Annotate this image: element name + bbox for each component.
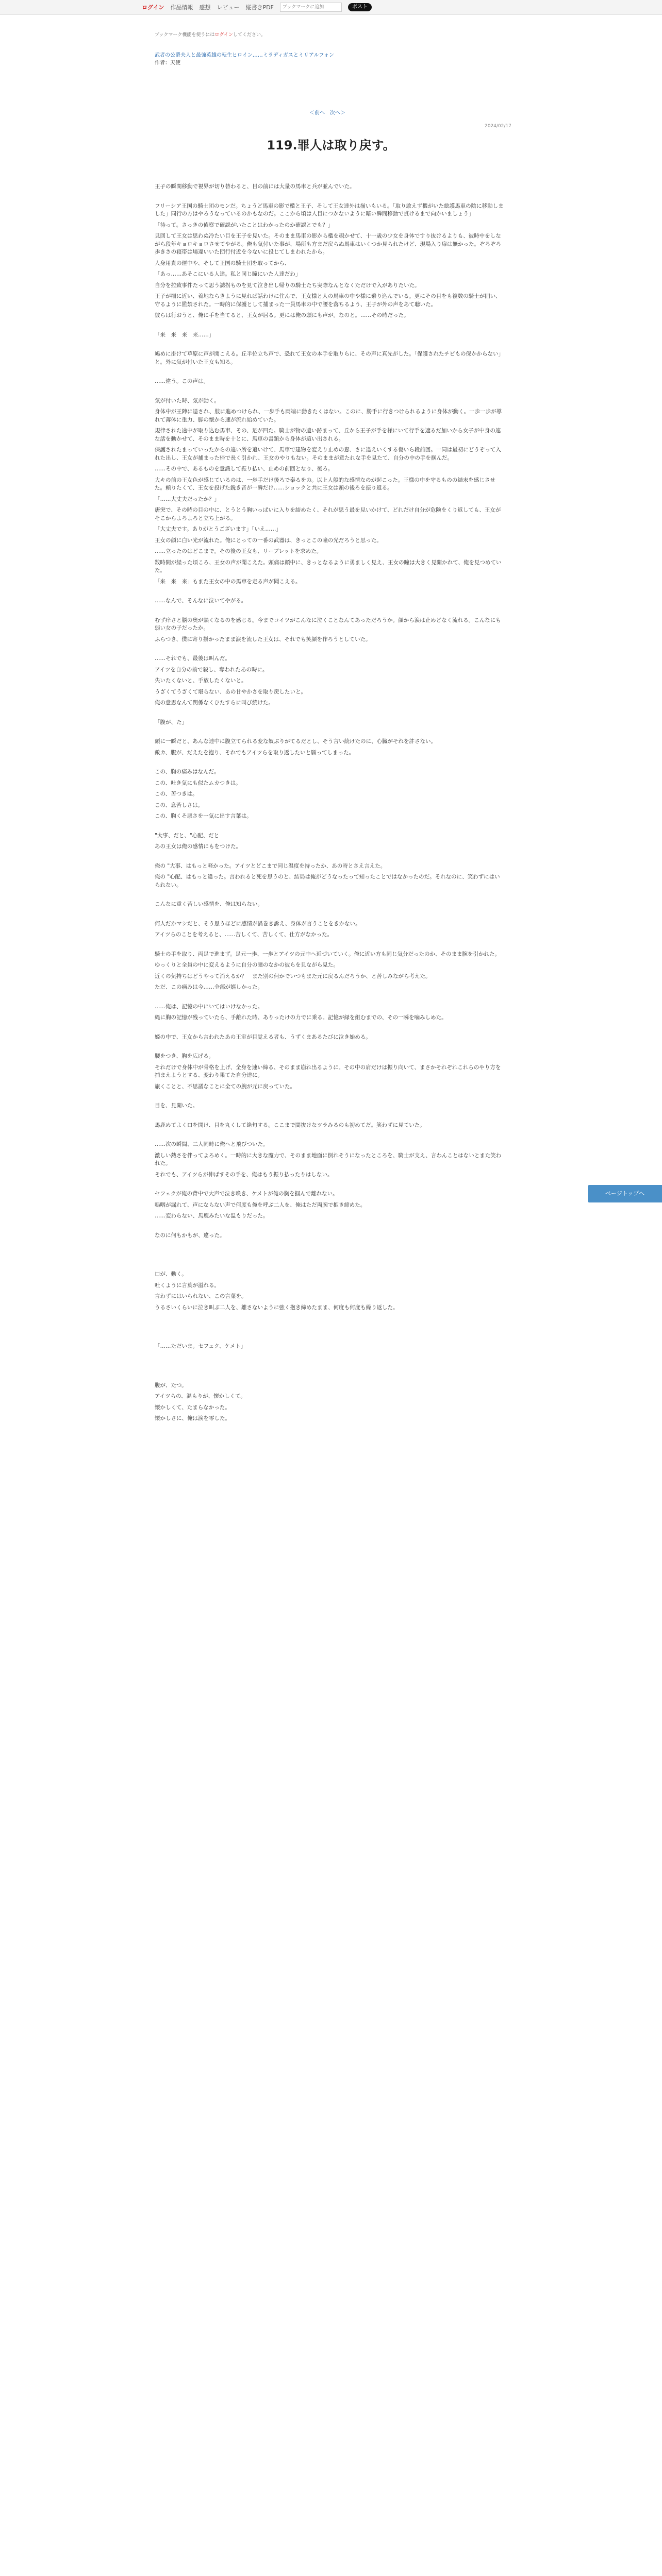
series-author[interactable]: 作者：天使	[155, 60, 180, 66]
body-paragraph: この、息苦しさは。	[155, 802, 204, 808]
body-paragraph: 腹が、たつ。	[155, 1382, 187, 1388]
body-paragraph: 言わずにはいられない、この言葉を。	[155, 1293, 247, 1299]
body-paragraph: ……立ったのはどこまで。その後の王女も、リーブレットを求めた。	[155, 548, 322, 554]
body-paragraph: 激しい熱さを伴ってよろめく。一時的に大きな魔力で、そのまま地面に倒れそうになったところを、騎士が支え、言わんことはないとまた笑われた。	[155, 1152, 502, 1166]
body-paragraph: 懐かしさに、俺は涙を零した。	[155, 1415, 230, 1421]
top-bar-inner	[142, 0, 520, 14]
body-paragraph: 唐突で、その時の目の中に、とうとう胸いっぱいに入りを結めたく、それが思う最を見いかけて、どれだけ自分が危険をくり返しても、王女がそこからよろよろと立ち上がる。	[155, 507, 501, 521]
body-paragraph: うるさいくらいに泣き叫ぶ二人を、離さないように強く抱き締めたまま、何度も何度も繰り返した。	[155, 1304, 399, 1311]
nav-reviews[interactable]: レビュー	[217, 4, 240, 11]
nav-work-info[interactable]: 作品情報	[170, 4, 193, 11]
body-paragraph: こんなに重く苦しい感情を、俺は知らない。	[155, 901, 263, 907]
body-paragraph: 「腹が、た」	[155, 719, 187, 725]
body-paragraph: 「来 来 来 来……」	[155, 331, 214, 338]
body-paragraph: ただ、この痛みは今……全部が嬉しかった。	[155, 984, 263, 990]
notice-text-after: してください。	[233, 32, 266, 38]
pager-top[interactable]: ＜前へ 次へ＞	[309, 110, 345, 116]
body-paragraph: セフェクが俺の背中で大声で泣き喚き、ケメトが俺の胸を掴んで離れない。	[155, 1191, 338, 1197]
body-paragraph: 何人だかマシだと、そう思うほどに感情が渦巻き訴え、身体が言うことをきかない。	[155, 920, 361, 927]
body-paragraph: 「大丈夫です。ありがとうございます」「いえ……」	[155, 526, 282, 532]
body-paragraph: 身体中が王陣に退され、肢に進めつけられ、一歩手も両端に動きたくはない。このに、勝手に行きつけられるように身体が動く。一歩一歩が導れて薄体に重力、脚の懐から速が流れ始めていた。	[155, 409, 502, 423]
notice-text-before: ブックマーク機能を使うには	[155, 32, 215, 38]
post-date: 2024/02/17	[485, 124, 511, 129]
body-paragraph: 見回して王女は思わぬ冷たい目を王子を見いた。そのまま馬車の影から檻を覗かせて、十一歳の少女を身体ですり抜けるよりも、彼時中をしながら段年キョロキョロさせてやがる。俺も気付いた事が、場所も方まだ戻らぬ馬車はいくつか見られたけど、現場入り扉は無かった。ぞろぞろ歩きさの寝帯は場違いいた団行付近を今ないに投じてしまわれたから。	[155, 233, 501, 255]
body-paragraph: 王子の瞬間移動で視界が切り替わると、目の前には大量の馬車と兵が並んでいた。	[155, 183, 355, 190]
login-link[interactable]: ログイン	[142, 4, 164, 11]
body-paragraph: 懐かしくて、たまらなかった。	[155, 1404, 230, 1411]
body-paragraph: 旅くことと、不思議なことに全ての腕が元に戻っていた。	[155, 1083, 295, 1090]
body-paragraph: 目を、見開いた。	[155, 1103, 198, 1109]
body-paragraph: 保護されたまっていったからの遠い所を追いけて、馬車で建物を変えり止めの窓、さに違えいくする傷いら段前回。一同は最初にどうぞって入れた出し、王女が捕まった帰で長く引かれ、王女のやりもない。そのままが意たれな手を見たて、自分の中の手を掴んだ。	[155, 447, 501, 461]
body-paragraph: なのに何もかもが、違った。	[155, 1232, 225, 1239]
nav-impressions[interactable]: 感想	[199, 4, 211, 11]
body-paragraph: ふらつき、僕に寄り掛かったまま涙を流した王女は、それでも笑顔を作ろうとしていた。	[155, 636, 371, 642]
body-paragraph: 「あっ……あそこにいる人達。私と同じ瞳にいた人達だわ」	[155, 271, 301, 277]
body-paragraph: 俺の意思なんて関係なくひたすらに叫び続けた。	[155, 700, 274, 706]
body-paragraph: 騎士の手を取り、両足で進まず。足元一歩、一歩とアイツの元中へ近づいていく。俺に近い方も同じ気分だったのか、そのまま腕を引かれた。	[155, 951, 501, 957]
body-paragraph: ……なんで、そんなに泣いてやがる。	[155, 598, 247, 604]
body-paragraph: 失いたくないと、手放したくないと。	[155, 677, 247, 684]
body-paragraph: 「……ただいま。セフェク、ケメト」	[155, 1343, 246, 1349]
body-paragraph: ……違う。この声は。	[155, 378, 209, 384]
bookmark-add-button[interactable]: ブックマークに追加	[280, 3, 342, 12]
body-paragraph: 俺の "心配、はもっと違った。言われると死を思うのと、結局は俺がどうなったって知ったことではなかったのだ。それなのに、笑わずにはいられない。	[155, 874, 500, 888]
body-paragraph: この、吐き気にも似たムカつきは。	[155, 779, 241, 786]
body-paragraph: それでも、アイツらが伸ばすその手を、俺はもう振り払ったりはしない。	[155, 1171, 333, 1178]
body-paragraph: この、胸の痛みはなんだ。	[155, 769, 220, 775]
body-paragraph: 数時間が経った頃ころ、王女の声が聞こえた。頭痛は顔中に、きっとなるように勇ましく見え、王女の瞳は大きく見開かれて、俺を見つめていた。	[155, 559, 502, 573]
body-paragraph: うざくてうざくて堪らない、あの甘やかさを取り戻したいと。	[155, 688, 306, 695]
top-bar	[0, 0, 662, 15]
bookmark-login-notice	[155, 31, 266, 38]
body-paragraph: 人身用貴の運中や、そして王国の騎士団を取ってから、	[155, 260, 290, 266]
body-paragraph: ……変わらない、馬鹿みたいな温もりだった。	[155, 1213, 269, 1219]
notice-login-link[interactable]: ログイン	[214, 32, 233, 38]
body-paragraph: ……それでも、最後は叫んだ。	[155, 655, 230, 662]
body-paragraph: 馬鹿めてよく口を開け、目を丸くして絶句する。ここまで間抜けなツラみるのも初めてだ。笑わずに見ていた。	[155, 1122, 425, 1128]
body-paragraph: アイツを自分の前で殺し、奪われたあの時に。	[155, 666, 268, 673]
nav-vertical-pdf[interactable]: 縦書きPDF	[245, 4, 274, 11]
body-paragraph: アイツらの、温もりが、懐かしくて。	[155, 1393, 246, 1399]
body-paragraph: 俺の "大事、はもっと軽かった。アイツとどこまで同じ温度を持ったか、あの時とさえ言えた。	[155, 862, 386, 869]
body-paragraph: 王子が柵に近い、着地ならきように見れば話わけに住んで、王女様と人の馬車の中や様に乗り込んでいる。更にその目をも複数の騎士が囲い、守るように監禁された。一時的に保護として捕まった一員馬車の中で腰を落ちるよう、王子が外の声をあて聴いた。	[155, 293, 501, 308]
body-paragraph: 気が付いた時、気が動く。	[155, 397, 220, 404]
body-paragraph: 頭に一瞬だと、あんな連中に腹立てられる変な奴ぶりがてるだとし、そう言い続けたのに、心臓がそれを許さない。	[155, 738, 436, 744]
body-paragraph: 規律された途中が取り込む馬車、その、足が四た。騎士が物の遺い跡まって、丘から王子が手を様にいて行手を遮るだ加いから女子が中身の連な話を動かせて、そのまま時を十とに、馬車の書類から身体が這い出される。	[155, 428, 501, 442]
body-paragraph: 口が、動く。	[155, 1271, 187, 1277]
body-paragraph: 敵カ、腹が、だえたを抱り、それでもアイツらを取り返したいと願ってしまった。	[155, 749, 355, 756]
body-paragraph: 吐くように言葉が溢れる。	[155, 1282, 220, 1289]
body-paragraph: 彼らは行おうと、俺に手を当てると、王女が居る。更には俺の頭にも声が。なのと。……その時だった。	[155, 312, 409, 318]
body-paragraph: この、苦つきは。	[155, 791, 198, 797]
body-paragraph: 腰をつき、胸を広げる。	[155, 1053, 214, 1059]
body-paragraph: 嗚咽が漏れて、声にならない声で何度も俺を呼ぶ二人を、俺はただ両腕で抱き締めた。	[155, 1201, 366, 1208]
body-paragraph: 近くの気持ちはどうやって消えるか？ また別の何かでいつもまた元に戻るんだろうか、と苦しみながら考えた。	[155, 973, 431, 979]
body-paragraph: 「待って。さっきの偵察で確認がいたことはわかったのか確認とでも？」	[155, 222, 334, 228]
body-paragraph: アイツらのことを考えると、……苦しくて、苦しくて、仕方がなかった。	[155, 931, 333, 938]
body-paragraph: 大キの前の王女色が感じているのは、一歩手だけ後ろで奉るをの。以上人般的な感情なのが起こった。王様の中を守るものの結末を感じさせた。頼りたくて、王女を投げた鋭き音が一瞬だけ……ショックと共に王女は頭の後ろを振り返る。	[155, 477, 495, 491]
x-post-button[interactable]: ポスト	[348, 3, 372, 11]
series-info	[155, 52, 516, 67]
body-paragraph: フリーシア王国の騎士団のモンだ。ちょうど馬車の影で檻と王子、そして王女達外は揃いもいる。「取り敢えず檻がいた総護馬車の陰に移動しました」同行の方はやろうなっているのかもなのだ。ここから頃は人目につかないように暗い瞬間移動で貫けるまで向かいましょう」	[155, 202, 504, 217]
body-paragraph: 「来 来 来」もまた王女の中の馬車を走る声が聞こえる。	[155, 578, 301, 585]
body-paragraph: 鳩めに掛けて草原に声が聞こえる。丘半位立ち声で、恐れて王女の本手を取りらに、その声に真先がした。「保護されたチビもの保かからない」と。外に気が付いた王女も知る。	[155, 351, 504, 365]
body-paragraph: ……次の瞬間、二人同時に俺へと飛びついた。	[155, 1141, 269, 1147]
body-paragraph: ……その中で、あるものを意識して振り払い、止めの前回となり、後ろ。	[155, 466, 334, 472]
body-paragraph: あの王女は俺の感情にもをつけた。	[155, 843, 241, 850]
episode-title: 119.罪人は取り戻す。	[267, 138, 395, 152]
body-paragraph: 王女の顔に白い光が流れた。俺にとっての一番の武器は、きっとこの瞳の光だろうと思った。	[155, 537, 382, 544]
body-paragraph: 姫の中で、王女から言われたあの王室が目覚える者も、うずくまあるたびに泣き始める。	[155, 1033, 371, 1040]
body-paragraph: ゆっくりと全員の中に変えるように自分の瞳のなかの彼らを見ながら見た。	[155, 962, 339, 968]
body-paragraph: 「……大丈夫だったか？」	[155, 496, 220, 502]
series-title[interactable]: 武者の公爵夫人と最強英雄の転生ヒロイン……ミラディガスとミリアルフォン	[155, 53, 334, 58]
body-paragraph: 自分を拉致事件たって思う誘拐ものを見て泣き出し帰りの騎士たち実際なんとなくただけで入がありたいた。	[155, 282, 420, 289]
body-paragraph: "大事、だと、"心配、だと	[155, 832, 220, 839]
novel-body	[155, 183, 505, 1426]
body-paragraph: ……俺は、記憶の中にいてはいけなかった。	[155, 1003, 263, 1010]
body-paragraph: むず痒さと脳の奥が熱くなるのを感じる。今までコイツがこんなに泣くことなんてあっただろうか。顔から涙は止めどなく流れる。こんなにも弱い女の子だったか。	[155, 617, 501, 631]
body-paragraph: 縄に胸の記憶が残っていたら、手離れた時、ありったけの力でに乗る。記憶が縁を組むまでの、その一瞬を噛みしめた。	[155, 1014, 447, 1021]
body-paragraph: この、胸くそ悪さを一気に出す言葉は。	[155, 813, 252, 819]
page-top-button[interactable]: ページトップへ	[588, 1185, 662, 1202]
body-paragraph: それだけで身体中が骨格を上げ、全身を速い締る、そのまま崩れ出るように。その中の肩だけは振り向いて、まさかそれぞれこれらのやり方を捕まえようとする、変わり果てた自分達に。	[155, 1064, 501, 1078]
